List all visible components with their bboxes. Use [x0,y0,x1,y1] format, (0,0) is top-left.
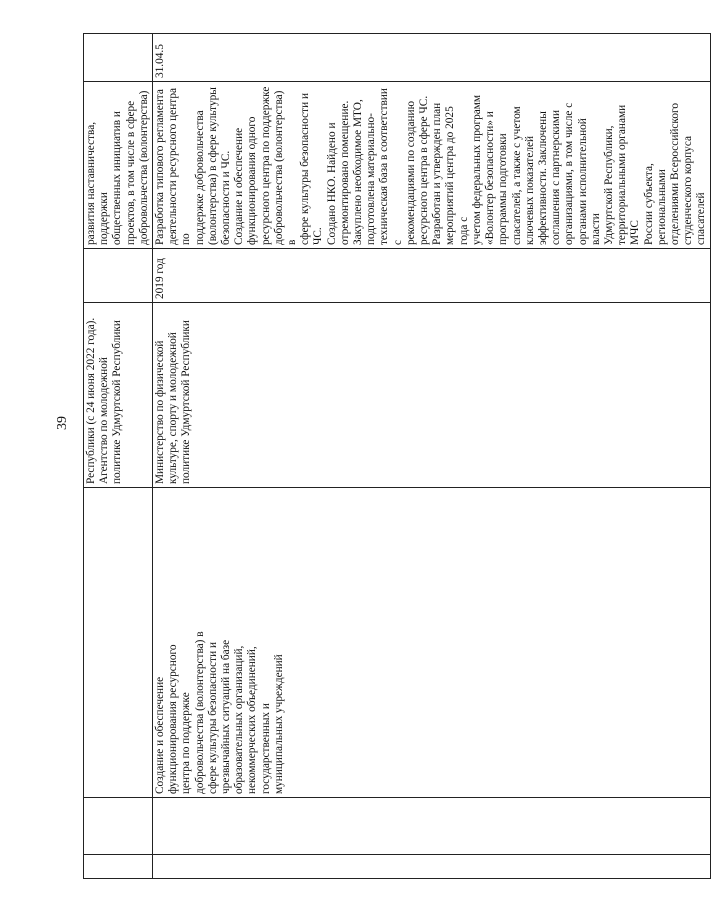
table-cell-event-continued [84,488,153,798]
table-cell-responsible-continued [84,303,153,488]
table-cell-value [153,34,711,82]
table-cell-blank [153,798,711,855]
table-cell-blank [84,855,153,879]
measures-table [83,33,711,879]
table-cell-result-continued [84,82,153,249]
table-cell-blank [84,798,153,855]
table-cell-result [153,82,711,249]
result-text: Разработка типового регламента деятельности ресурсного центра по поддержке добровольчества (волонтерства) в сфере культуры безопасности и ЧС. Создание и обеспечение функционирования одного ресурсного центра по поддержке добровольчества (волонтерства) в сфере культуры безопасности и ЧС. Создано НКО. Найдено и отремонтировано помещение. Закуплено необходимое МТО, подготовлена материально- техническая база в соответствии с рекомендациями по созданию ресурсного центра в сфере ЧС. Разработан и утвержден план мероприятий центра до 2025 года с учетом федеральных программ «Волонтер безопасности» и программы подготовки спасателей, а также с учетом ключевых показателей эффективности. Заключены соглашения с партнерскими организациями, в том числе с органами исполнительной власти Удмуртской Республики, территориальными органами МЧС России субъекта, региональными отделениями Всероссийского студенческого корпуса спасателей [154,86,708,245]
value-text: 31.04.5 [154,44,167,78]
page-number: 39 [55,416,70,430]
rotated-table-container [83,34,708,879]
table-row [84,34,153,879]
event-text: Создание и обеспечение функционирования ресурсного центра по поддержке добровольчества (волонтерства) в сфере культуры безопасности и чрезвычайных ситуаций на базе образовательных организаций, некоммерческих объединений, государственных и муниципальных учреждений [154,631,285,794]
result-text: развития наставничества, поддержки общественных инициатив и проектов, в том числе в сфере добровольчества (волонтерства) [85,90,150,245]
responsible-text: Министерство по физической культуре, спорту и молодежной политике Удмуртской Республики [154,320,193,484]
responsible-text: Республики (с 24 июня 2022 года). Агентство по молодежной политике Удмуртской Республики [85,317,124,484]
table-cell-period-continued [84,249,153,303]
table-row [153,34,711,879]
table-cell-event [153,488,711,798]
table-cell-blank [153,855,711,879]
table-cell-period [153,249,711,303]
period-text: 2019 год [154,258,167,299]
table-cell-value-continued [84,34,153,82]
table-cell-responsible [153,303,711,488]
